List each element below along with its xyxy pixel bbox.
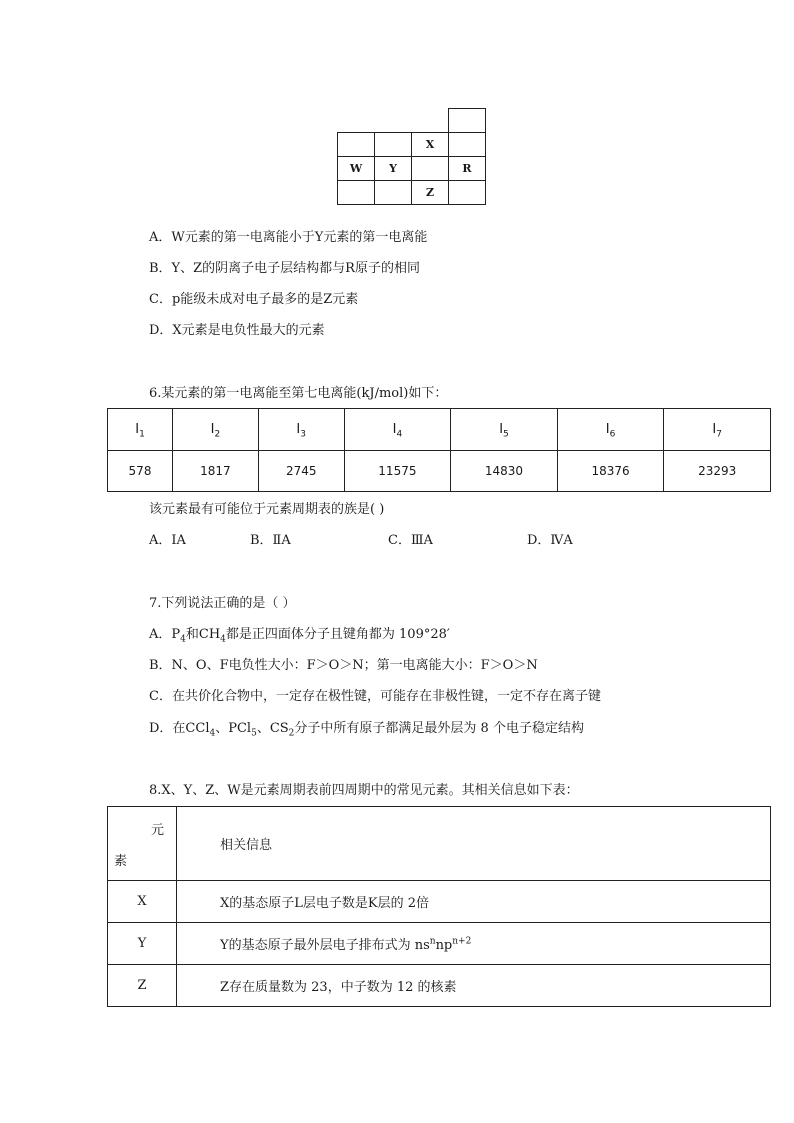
ion-label-cell <box>258 409 344 451</box>
q6-option-a: A．ⅠA <box>149 533 186 548</box>
grid-cell <box>375 133 412 157</box>
q5-option-b: B．Y、Z的阴离子电子层结构都与R原子的相同 <box>149 261 420 276</box>
row-info: X的基态原子L层电子数是K层的 2倍 <box>177 881 771 923</box>
q6-option-c: C．ⅢA <box>388 533 433 548</box>
ion-label-sub: 4 <box>396 429 403 440</box>
grid-cell <box>338 109 375 133</box>
grid-cell-r: R <box>449 157 486 181</box>
q7-d-part: 、CS <box>256 721 289 736</box>
ion-value: 11575 <box>344 451 451 492</box>
ion-label-sub: 5 <box>503 429 509 440</box>
ion-label-sub: 6 <box>609 429 616 440</box>
ion-label-cell <box>173 409 259 451</box>
header-element-top: 元 <box>151 823 165 838</box>
row-info: Z存在质量数为 23，中子数为 12 的核素 <box>177 965 771 1007</box>
row-info-part: Y的基态原子最外层电子排布式为 ns <box>220 938 430 953</box>
row-info-sup: n+2 <box>452 936 472 947</box>
row-info-part: np <box>435 938 453 953</box>
q7-d-sub: 4 <box>209 728 216 739</box>
grid-cell <box>449 181 486 205</box>
grid-cell <box>449 109 486 133</box>
q5-option-a: A．W元素的第一电离能小于Y元素的第一电离能 <box>149 230 428 245</box>
row-symbol: X <box>108 881 177 923</box>
ion-label-cell <box>344 409 451 451</box>
ion-label-sub: 2 <box>214 429 221 440</box>
q7-d-part: D．在CCl <box>149 721 210 736</box>
ion-value: 2745 <box>258 451 344 492</box>
q7-option-c: C．在共价化合物中，一定存在极性键，可能存在非极性键，一定不存在离子键 <box>149 689 601 704</box>
grid-cell-z: Z <box>412 181 449 205</box>
q7-a-sub: 4 <box>180 634 186 645</box>
element-info-table <box>107 806 771 1007</box>
grid-cell <box>412 157 449 181</box>
header-element-bottom: 素 <box>114 854 128 869</box>
q8-title: 8.X、Y、Z、W是元素周期表前四周期中的常见元素。其相关信息如下表： <box>149 783 579 798</box>
q7-option-d <box>149 720 584 738</box>
row-symbol: Z <box>108 965 177 1007</box>
q6-option-d: D．ⅣA <box>527 533 573 548</box>
grid-cell-x: X <box>412 133 449 157</box>
ionization-table <box>107 408 771 492</box>
q7-a-part: 和CH <box>185 627 221 642</box>
ion-label-sub: 3 <box>300 429 306 440</box>
q7-d-sub: 5 <box>251 728 257 739</box>
ion-label: I <box>499 422 504 437</box>
ion-value: 23293 <box>664 451 771 492</box>
q7-option-a <box>149 626 450 644</box>
row-info <box>177 923 771 965</box>
q7-d-part: 、PCl <box>215 721 252 736</box>
q7-d-sub: 2 <box>288 728 295 739</box>
grid-cell <box>449 133 486 157</box>
q6-title: 6.某元素的第一电离能至第七电离能(kJ/mol)如下： <box>149 386 448 401</box>
grid-cell <box>338 181 375 205</box>
periodic-grid <box>337 108 486 205</box>
grid-cell <box>338 133 375 157</box>
ion-label-sub: 7 <box>716 429 722 440</box>
q7-a-sub: 4 <box>220 634 226 645</box>
ion-label-cell <box>451 409 558 451</box>
q7-a-part: A．P <box>149 627 181 642</box>
q7-d-part: 分子中所有原子都满足最外层为 8 个电子稳定结构 <box>294 721 584 736</box>
q5-option-c: C．p能级未成对电子最多的是Z元素 <box>149 292 359 307</box>
grid-cell <box>412 109 449 133</box>
grid-cell-y: Y <box>375 157 412 181</box>
row-info-sup: n <box>429 936 436 947</box>
ion-value: 1817 <box>173 451 259 492</box>
q5-option-d: D．X元素是电负性最大的元素 <box>149 323 325 338</box>
ion-label: I <box>392 422 397 437</box>
ion-label-cell <box>108 409 173 451</box>
q7-option-b: B．N、O、F电负性大小：F＞O＞N；第一电离能大小：F＞O＞N <box>149 658 538 673</box>
ion-label: I <box>296 422 301 437</box>
q7-a-part: 都是正四面体分子且键角都为 109°28′ <box>225 627 450 642</box>
ion-label: I <box>605 422 610 437</box>
header-element-cell <box>108 807 177 881</box>
grid-cell <box>375 109 412 133</box>
ion-label-cell <box>557 409 664 451</box>
q6-option-b: B．ⅡA <box>250 533 291 548</box>
grid-cell <box>375 181 412 205</box>
ion-value: 18376 <box>557 451 664 492</box>
ion-label-cell <box>664 409 771 451</box>
ion-label-sub: 1 <box>139 429 145 440</box>
ion-value: 14830 <box>451 451 558 492</box>
q7-title: 7.下列说法正确的是（ ） <box>149 596 296 611</box>
ion-label: I <box>210 422 215 437</box>
ion-label: I <box>135 422 140 437</box>
header-info: 相关信息 <box>177 807 771 881</box>
grid-cell-w: W <box>338 157 375 181</box>
ion-label: I <box>712 422 717 437</box>
ion-value: 578 <box>108 451 173 492</box>
row-symbol: Y <box>108 923 177 965</box>
q6-question: 该元素最有可能位于元素周期表的族是( ) <box>149 502 385 517</box>
